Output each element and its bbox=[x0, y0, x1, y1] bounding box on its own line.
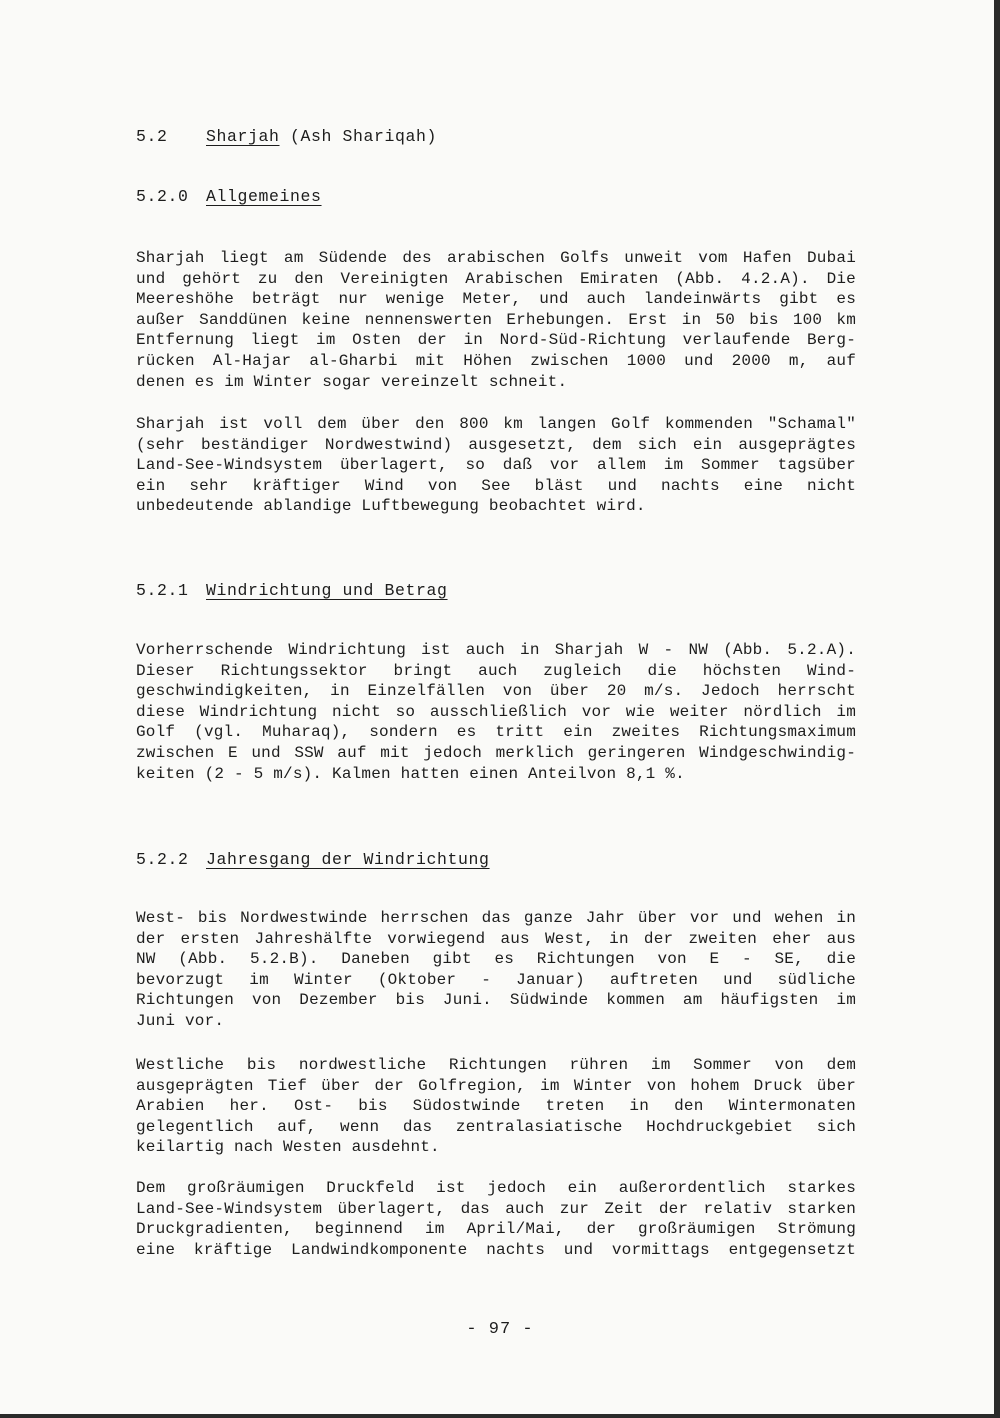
text-line: eine kräftige Landwindkomponente nachts und vormittags entgegensetzt bbox=[136, 1240, 856, 1259]
text-line: Vorherrschende Windrichtung ist auch in Sharjah W - NW (Abb. 5.2.A). bbox=[136, 641, 856, 659]
page-number: - 97 - bbox=[466, 1320, 534, 1339]
text-line: Dieser Richtungssektor bringt auch zugleich die höchsten Wind- bbox=[136, 661, 856, 680]
paragraph-jahresgang-1 bbox=[136, 908, 856, 1032]
text-line: und gehört zu den Vereinigten Arabischen Emiraten (Abb. 4.2.A). Die bbox=[136, 269, 856, 288]
text-line: denen es im Winter sogar vereinzelt schneit. bbox=[136, 372, 568, 391]
text-line: Land-See-Windsystem überlagert, das auch zur Zeit der relativ starken bbox=[136, 1199, 856, 1218]
text-line: Meereshöhe beträgt nur wenige Meter, und auch landeinwärts gibt es bbox=[136, 290, 856, 309]
text-line: Entfernung liegt im Osten der in Nord-Süd-Richtung verlaufende Berg- bbox=[136, 331, 856, 350]
section-number: 5.2 bbox=[136, 127, 168, 146]
text-line: unbedeutende ablandige Luftbewegung beobachtet wird. bbox=[136, 497, 646, 516]
section-title-suffix: (Ash Shariqah) bbox=[290, 127, 438, 146]
section-number: 5.2.1 bbox=[136, 581, 189, 600]
text-line: Juni vor. bbox=[136, 1011, 225, 1030]
section-title: Jahresgang der Windrichtung bbox=[206, 850, 490, 869]
scan-edge-bottom bbox=[0, 1414, 1000, 1418]
text-line: geschwindigkeiten, in Einzelfällen von über 20 m/s. Jedoch herrscht bbox=[136, 682, 856, 701]
text-line: Westliche bis nordwestliche Richtungen rühren im Sommer von dem bbox=[136, 1056, 856, 1074]
text-line: bevorzugt im Winter (Oktober - Januar) auftreten und südliche bbox=[136, 970, 856, 989]
text-line: der ersten Jahreshälfte vorwiegend aus West, in der zweiten eher aus bbox=[136, 929, 856, 948]
section-number: 5.2.2 bbox=[136, 850, 189, 869]
section-title: Windrichtung und Betrag bbox=[206, 581, 448, 600]
text-line: Richtungen von Dezember bis Juni. Südwinde kommen am häufigsten im bbox=[136, 991, 856, 1010]
paragraph-windrichtung bbox=[136, 640, 856, 784]
text-line: Dem großräumigen Druckfeld ist jedoch ein außerordentlich starkes bbox=[136, 1179, 856, 1197]
section-heading-5-2-2 bbox=[136, 850, 490, 869]
text-line: gelegentlich auf, wenn das zentralasiatische Hochdruckgebiet sich bbox=[136, 1117, 856, 1136]
section-heading-5-2-1 bbox=[136, 581, 448, 600]
text-line: Sharjah ist voll dem über den 800 km langen Golf kommenden "Schamal" bbox=[136, 415, 856, 433]
paragraph-jahresgang-2 bbox=[136, 1055, 856, 1158]
text-line: Arabien her. Ost- bis Südostwinde treten in den Wintermonaten bbox=[136, 1097, 856, 1116]
paragraph-jahresgang-3 bbox=[136, 1178, 856, 1260]
text-line: Druckgradienten, beginnend im April/Mai, der großräumigen Strömung bbox=[136, 1220, 856, 1239]
text-line: diese Windrichtung nicht so ausschließlich vor wie weiter nördlich im bbox=[136, 702, 856, 721]
text-line: (sehr beständiger Nordwestwind) ausgesetzt, dem sich ein ausgeprägtes bbox=[136, 435, 856, 454]
text-line: Sharjah liegt am Südende des arabischen Golfs unweit vom Hafen Dubai bbox=[136, 249, 856, 267]
text-line: Golf (vgl. Muharaq), sondern es tritt ein zweites Richtungsmaximum bbox=[136, 723, 856, 742]
text-line: ein sehr kräftiger Wind von See bläst und nachts eine nicht bbox=[136, 476, 856, 495]
text-line: keiten (2 - 5 m/s). Kalmen hatten einen Anteilvon 8,1 %. bbox=[136, 764, 685, 783]
text-line: rücken Al-Hajar al-Gharbi mit Höhen zwischen 1000 und 2000 m, auf bbox=[136, 351, 856, 370]
scan-edge-right bbox=[994, 0, 1000, 1418]
text-line: West- bis Nordwestwinde herrschen das ganze Jahr über vor und wehen in bbox=[136, 909, 856, 927]
text-line: keilartig nach Westen ausdehnt. bbox=[136, 1138, 440, 1157]
paragraph-allgemeines-1 bbox=[136, 248, 856, 392]
text-line: Land-See-Windsystem überlagert, so daß vor allem im Sommer tagsüber bbox=[136, 456, 856, 475]
text-line: NW (Abb. 5.2.B). Daneben gibt es Richtungen von E - SE, die bbox=[136, 950, 856, 969]
text-line: ausgeprägten Tief über der Golfregion, im Winter von hohem Druck über bbox=[136, 1076, 856, 1095]
section-title: Sharjah bbox=[206, 127, 280, 146]
paragraph-allgemeines-2 bbox=[136, 414, 856, 517]
section-heading-5-2 bbox=[136, 127, 437, 146]
text-line: außer Sanddünen keine nennenswerten Erhebungen. Erst in 50 bis 100 km bbox=[136, 310, 856, 329]
section-number: 5.2.0 bbox=[136, 187, 189, 206]
text-line: zwischen E und SSW auf mit jedoch merklich geringeren Windgeschwindig- bbox=[136, 743, 856, 762]
section-heading-5-2-0 bbox=[136, 187, 322, 206]
section-title: Allgemeines bbox=[206, 187, 322, 206]
